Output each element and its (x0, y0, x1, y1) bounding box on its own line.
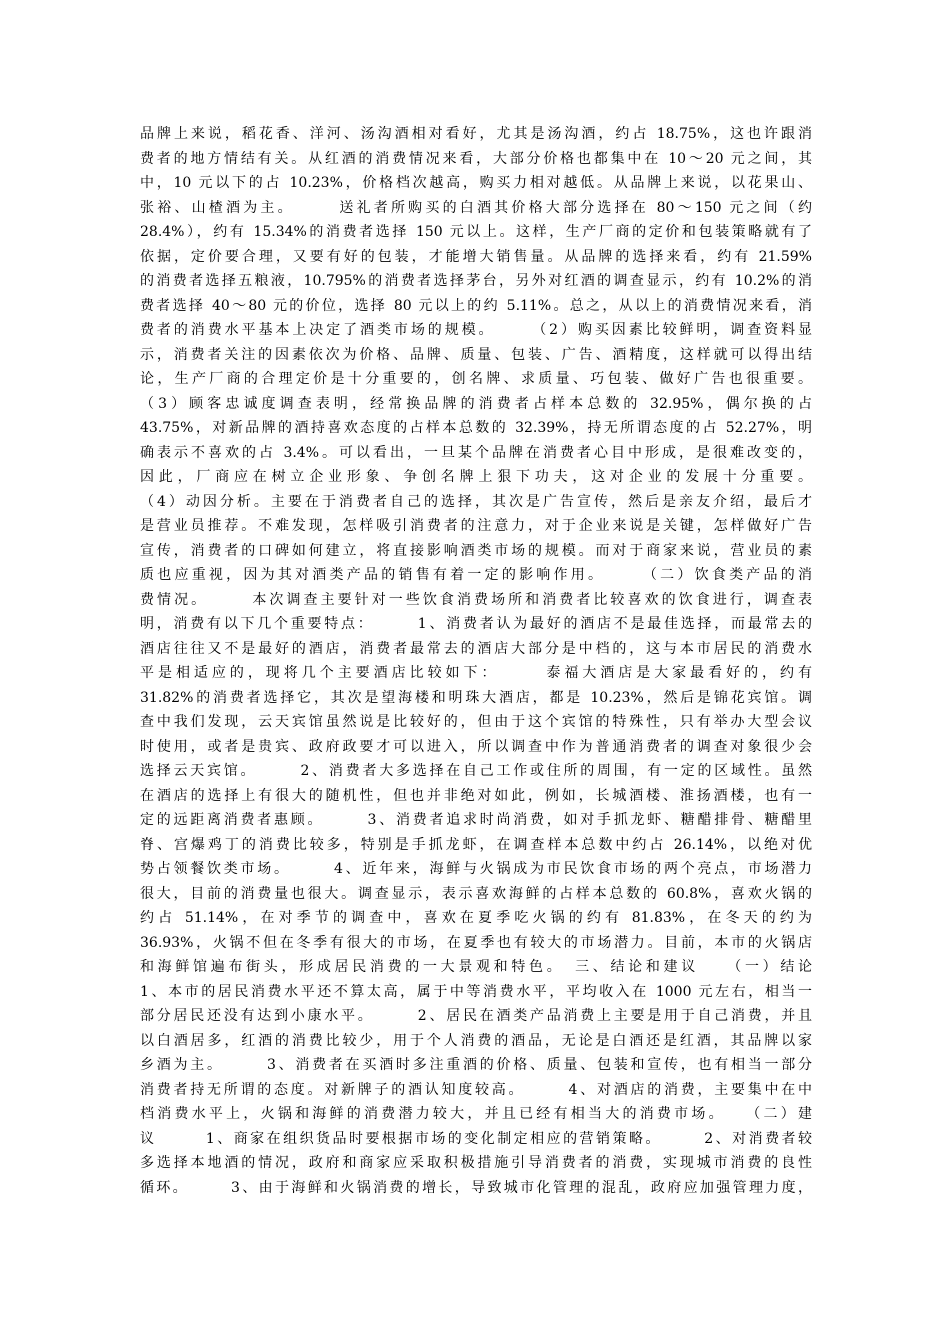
text-line: 在酒店的选择上有很大的随机性，但也并非绝对如此，例如，长城酒楼、淮扬酒楼，也有一 (140, 787, 812, 804)
text-line: 平是相适应的，现将几个主要酒店比较如下： 泰福大酒店是大家最看好的，约有 (140, 665, 812, 681)
text-line: 议 1、商家在组织货品时要根据市场的变化制定相应的营销策略。 2、对消费者较 (140, 1130, 812, 1147)
text-line: （3）顾客忠诚度调查表明，经常换品牌的消费者占样本总数的 32.95%，偶尔换的占 (140, 395, 812, 412)
text-line: 费者的消费水平基本上决定了酒类市场的规模。 （2）购买因素比较鲜明，调查资料显 (140, 322, 812, 338)
document-body (140, 122, 812, 1200)
text-line: 势占领餐饮类市场。 4、近年来，海鲜与火锅成为市民饮食市场的两个亮点，市场潜力 (140, 861, 812, 877)
text-line: 循环。 3、由于海鲜和火锅消费的增长，导致城市化管理的混乱，政府应加强管理力度， (140, 1179, 812, 1196)
text-line: 消费者持无所谓的态度。对新牌子的酒认知度较高。 4、对酒店的消费，主要集中在中 (140, 1081, 812, 1098)
text-line: 以白酒居多，红酒的消费比较少，用于个人消费的酒品，无论是白酒还是红酒，其品牌以家 (140, 1032, 812, 1049)
text-line: 中，10 元以下的占 10.23%，价格档次越高，购买力相对越低。从品牌上来说，以花果山、 (140, 175, 812, 191)
text-line: 论，生产厂商的合理定价是十分重要的，创名牌、求质量、巧包装、做好广告也很重要。 (140, 371, 812, 387)
text-line: 1、本市的居民消费水平还不算太高，属于中等消费水平，平均收入在 1000 元左右，相当一 (140, 983, 812, 1000)
text-line: 定的远距离消费者惠顾。 3、消费者追求时尚消费，如对手抓龙虾、糖醋排骨、糖醋里 (140, 812, 812, 828)
text-line: 质也应重视，因为其对酒类产品的销售有着一定的影响作用。 （二）饮食类产品的消 (140, 567, 812, 583)
text-line: 酒店往往又不是最好的酒店，消费者最常去的酒店大部分是中档的，这与本市居民的消费水 (140, 640, 812, 657)
text-line: 是营业员推荐。不难发现，怎样吸引消费者的注意力，对于企业来说是关键，怎样做好广告 (140, 518, 812, 534)
text-line: 约占 51.14%，在对季节的调查中，喜欢在夏季吃火锅的约有 81.83%，在冬天的约为 (140, 910, 812, 926)
text-line: 和海鲜馆遍布街头，形成居民消费的一大景观和特色。 三、结论和建议 （一）结论 (140, 959, 812, 975)
text-line: 选择云天宾馆。 2、消费者大多选择在自己工作或住所的周围，有一定的区域性。虽然 (140, 763, 812, 779)
text-line: 因此，厂商应在树立企业形象、争创名牌上狠下功夫，这对企业的发展十分重要。 (140, 469, 812, 485)
text-line: 脊、宫爆鸡丁的消费比较多，特别是手抓龙虾，在调查样本总数中约占 26.14%，以绝对优 (140, 836, 812, 853)
text-line: 31.82%的消费者选择它，其次是望海楼和明珠大酒店，都是 10.23%，然后是锦花宾馆。调 (140, 689, 812, 706)
text-line: 确表示不喜欢的占 3.4%。可以看出，一旦某个品牌在消费者心目中形成，是很难改变的， (140, 444, 812, 461)
text-line: 宣传，消费者的口碑如何建立，将直接影响酒类市场的规模。而对于商家来说，营业员的素 (140, 542, 812, 559)
text-line: 查中我们发现，云天宾馆虽然说是比较好的，但由于这个宾馆的特殊性，只有举办大型会议 (140, 714, 812, 730)
text-line: 明，消费有以下几个重要特点： 1、消费者认为最好的酒店不是最佳选择，而最常去的 (140, 616, 812, 632)
text-line: 的消费者选择五粮液，10.795%的消费者选择茅台，另外对红酒的调查显示，约有 10.2%的消 (140, 273, 812, 289)
text-line: 费者的地方情结有关。从红酒的消费情况来看，大部分价格也都集中在 10～20 元之间，其 (140, 150, 812, 167)
text-line: （4）动因分析。主要在于消费者自己的选择，其次是广告宣传，然后是亲友介绍，最后才 (140, 493, 812, 510)
text-line: 43.75%，对新品牌的酒持喜欢态度的占样本总数的 32.39%，持无所谓态度的占 52.27%，明 (140, 420, 812, 436)
text-line: 费者选择 40～80 元的价位，选择 80 元以上的约 5.11%。总之，从以上的消费情况来看，消 (140, 297, 812, 314)
text-line: 品牌上来说，稻花香、洋河、汤沟酒相对看好，尤其是汤沟酒，约占 18.75%，这也许跟消 (140, 126, 812, 142)
text-line: 乡酒为主。 3、消费者在买酒时多注重酒的价格、质量、包装和宣传，也有相当一部分 (140, 1057, 812, 1073)
text-line: 费情况。 本次调查主要针对一些饮食消费场所和消费者比较喜欢的饮食进行，调查表 (140, 591, 812, 608)
text-line: 依据，定价要合理，又要有好的包装，才能增大销售量。从品牌的选择来看，约有 21.59% (140, 248, 812, 265)
text-line: 36.93%，火锅不但在冬季有很大的市场，在夏季也有较大的市场潜力。目前，本市的火锅店 (140, 934, 812, 951)
text-line: 多选择本地酒的情况，政府和商家应采取积极措施引导消费者的消费，实现城市消费的良性 (140, 1155, 812, 1171)
text-line: 档消费水平上，火锅和海鲜的消费潜力较大，并且已经有相当大的消费市场。 （二）建 (140, 1106, 812, 1122)
text-line: 28.4%），约有 15.34%的消费者选择 150 元以上。这样，生产厂商的定价和包装策略就有了 (140, 224, 812, 240)
text-line: 部分居民还没有达到小康水平。 2、居民在酒类产品消费上主要是用于自己消费，并且 (140, 1008, 812, 1024)
text-line: 张裕、山楂酒为主。 送礼者所购买的白酒其价格大部分选择在 80～150 元之间（约 (140, 199, 812, 216)
text-line: 时使用，或者是贵宾、政府政要才可以进入，所以调查中作为普通消费者的调查对象很少会 (140, 738, 812, 755)
text-line: 很大，目前的消费量也很大。调查显示，表示喜欢海鲜的占样本总数的 60.8%，喜欢火锅的 (140, 885, 812, 902)
text-line: 示，消费者关注的因素依次为价格、品牌、质量、包装、广告、酒精度，这样就可以得出结 (140, 346, 812, 363)
